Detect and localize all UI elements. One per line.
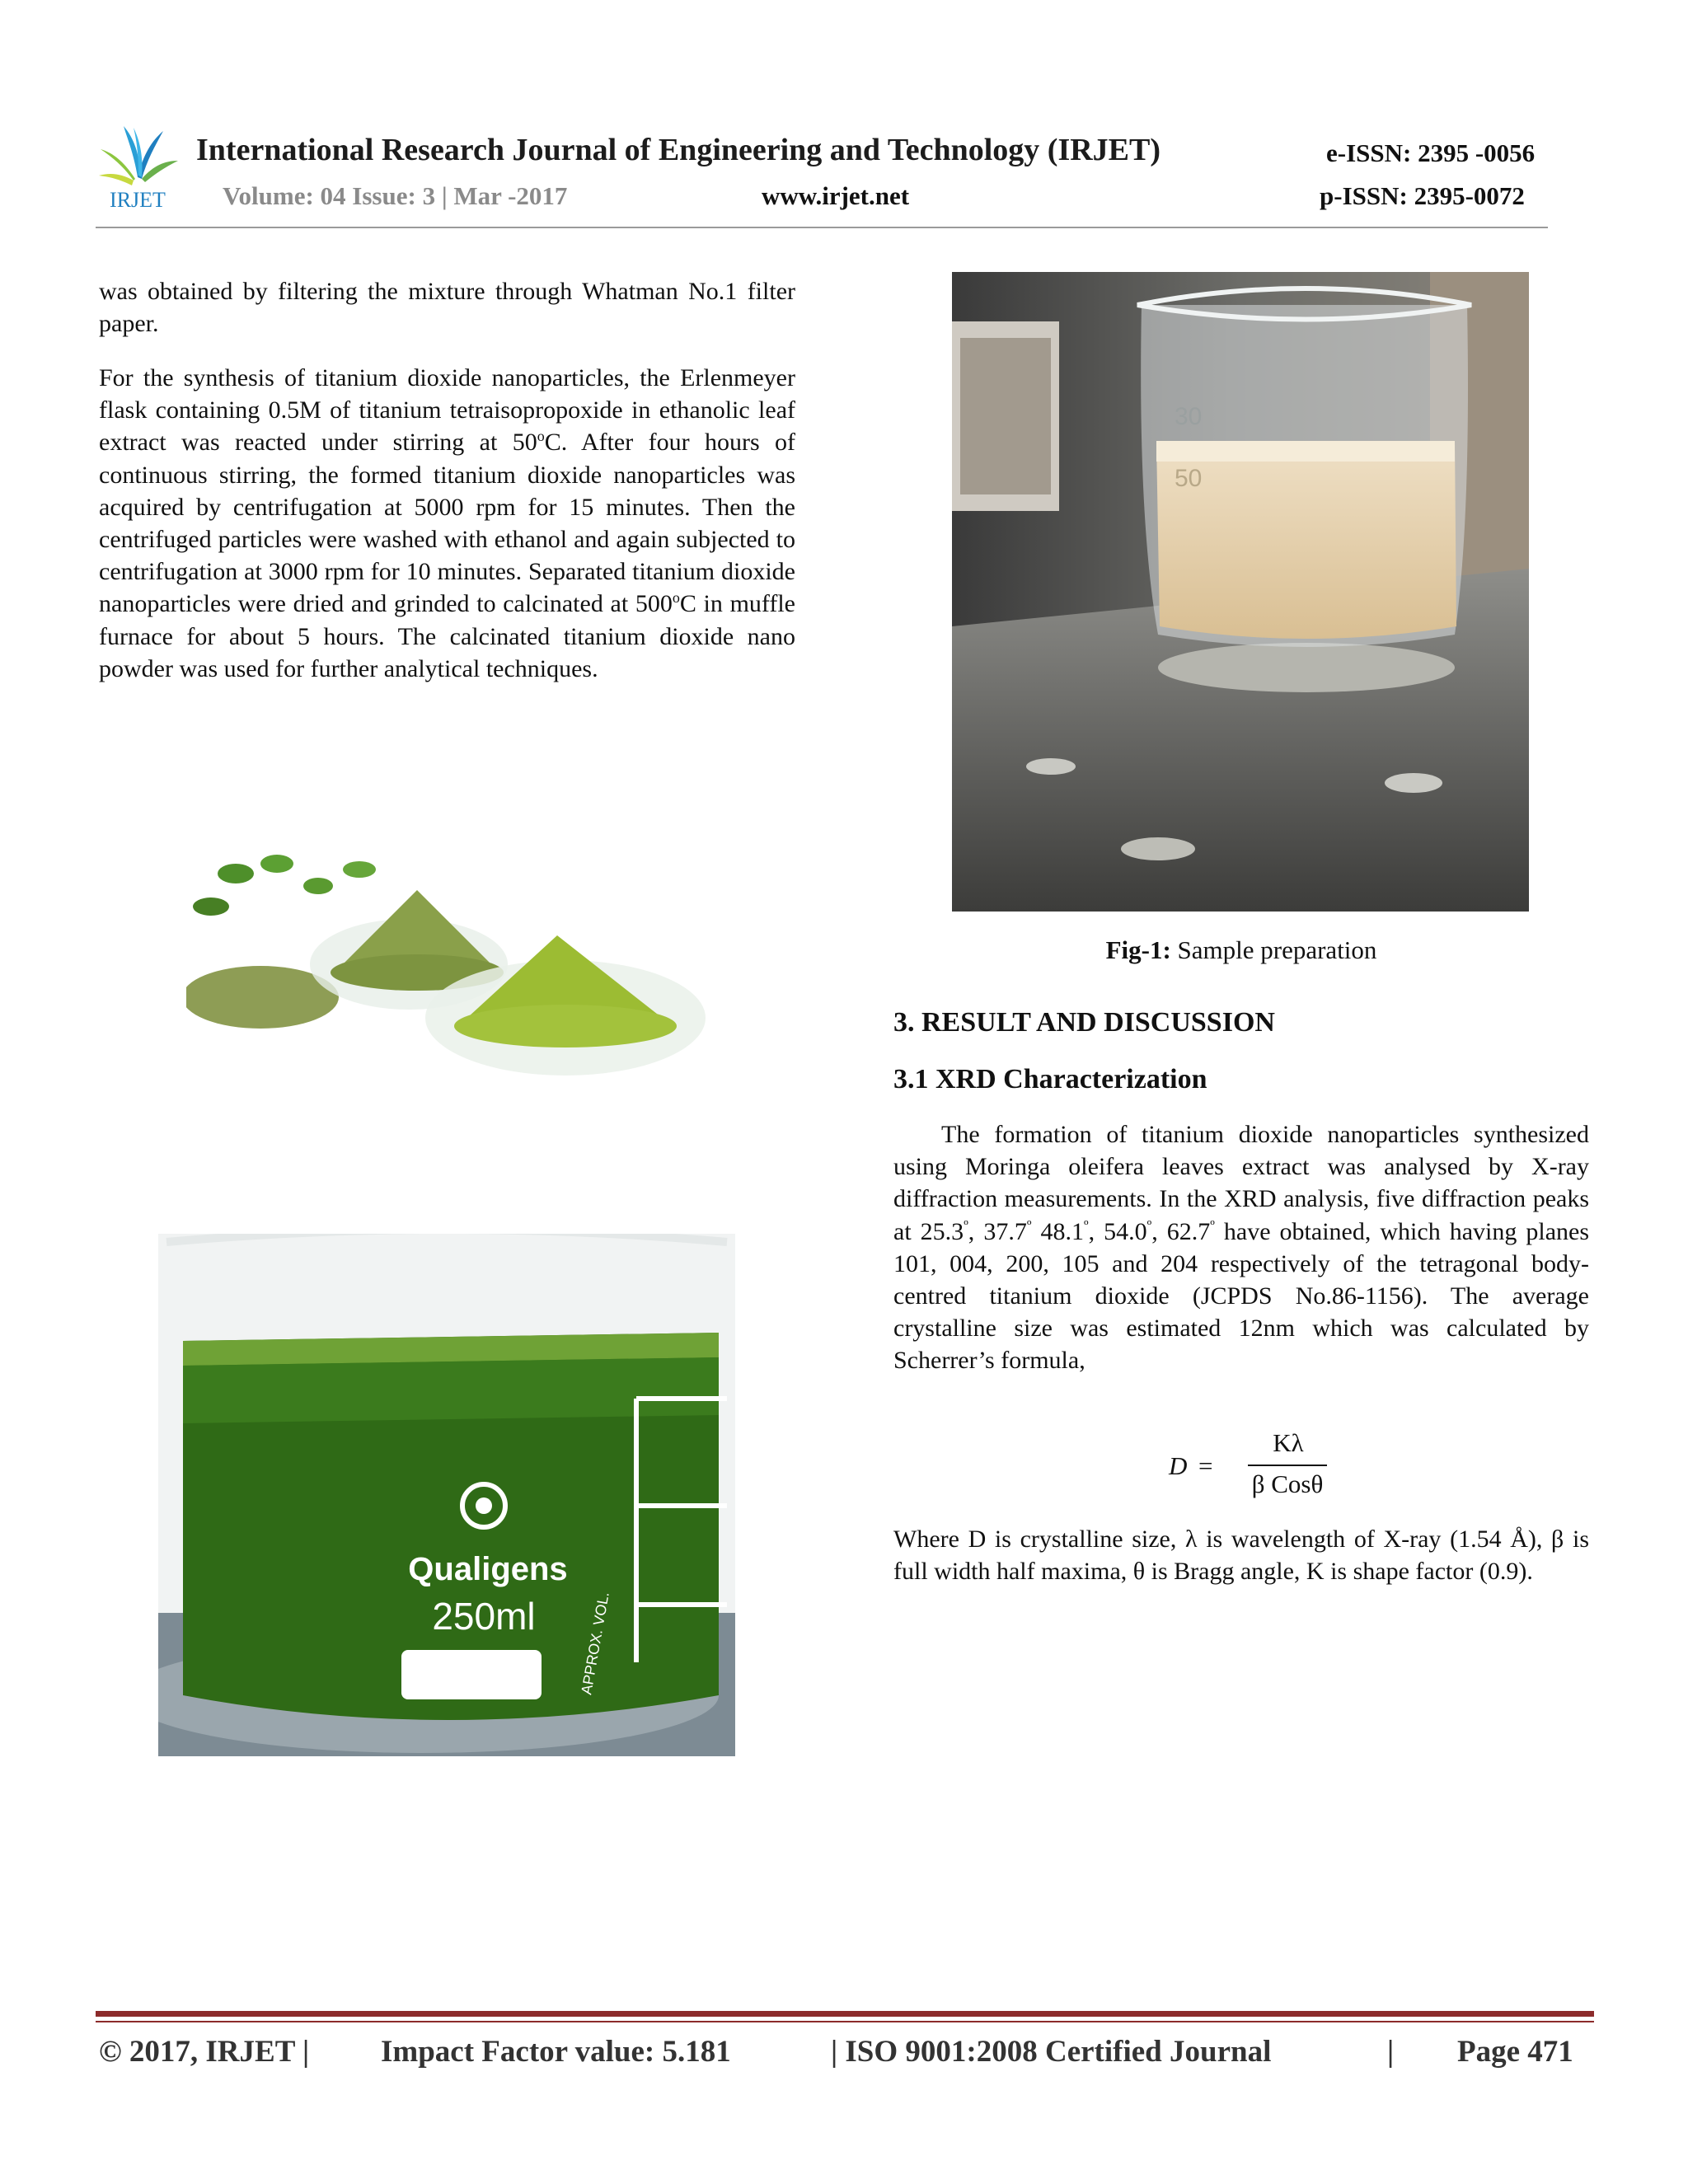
figure-caption: Fig-1: Sample preparation xyxy=(1105,935,1377,964)
photo-beaker-tio2-suspension xyxy=(952,272,1529,912)
paragraph-filtering: was obtained by filtering the mixture through Whatman No.1 filter paper. xyxy=(99,278,795,338)
photo-green-leaf-extract-beaker xyxy=(158,1234,735,1756)
footer-impact-factor: Impact Factor value: 5.181 xyxy=(381,2035,731,2069)
equation-denominator: β Cosθ xyxy=(1251,1469,1324,1498)
equation-lhs: D xyxy=(1169,1451,1188,1480)
beaker-mark-30: 30 xyxy=(1175,403,1203,430)
pissn: p-ISSN: 2395-0072 xyxy=(1320,181,1525,210)
paragraph-variables: Where D is crystalline size, λ is wavelength of X-ray (1.54 Å), β is full width half maxima, θ is Bragg angle, K is shape factor (0.9). xyxy=(893,1526,1589,1586)
subsection-title: 3.1 XRD Characterization xyxy=(893,1064,1207,1094)
equation-equals: = xyxy=(1198,1451,1213,1480)
journal-title: International Research Journal of Engineering and Technology (IRJET) xyxy=(196,133,1161,167)
journal-website[interactable]: www.irjet.net xyxy=(762,181,910,210)
footer-separator: | xyxy=(1387,2035,1395,2069)
footer-divider-thin xyxy=(96,2021,1594,2022)
beaker-volume: 250ml xyxy=(432,1595,536,1638)
paragraph-xrd: The formation of titanium dioxide nanoparticles synthesized using Moringa oleifera leaves extract was analysed by X-ray diffraction measurements. In the XRD analysis, five diffraction peaks at $25.3^º$, $37.7^º$ $48.1^º$, $54.0^º$, $62.7^º$ have obtained, which having planes 101, 004, 200, 105 and 204 respectively of the tetragonal body-centred titanium dioxide (JCPDS No.86-1156). The average crystalline size was estimated 12nm which was calculated by Scherrer’s formula, xyxy=(893,1121,1590,1375)
scherrer-equation xyxy=(1169,1428,1324,1504)
journal-logo xyxy=(92,120,183,210)
section-title: 3. RESULT AND DISCUSSION xyxy=(893,1007,1275,1038)
header-divider xyxy=(96,227,1548,228)
footer-divider xyxy=(96,2011,1594,2017)
volume-issue: Volume: 04 Issue: 3 | Mar -2017 xyxy=(223,181,568,210)
beaker-brand: Qualigens xyxy=(408,1551,568,1587)
footer-page-number: Page 471 xyxy=(1457,2035,1573,2069)
paragraph-synthesis: For the synthesis of titanium dioxide nanoparticles, the Erlenmeyer flask containing 0.5M of titanium tetraisopropoxide in ethanolic leaf extract was reacted under stirring at 50$^o$C. After four hours of continuous stirring, the formed titanium dioxide nanoparticles was acquired by centrifugation at 5000 rpm for 15 minutes. Then the centrifuged particles were washed with ethanol and again subjected to centrifugation at 3000 rpm for 10 minutes. Separated titanium dioxide nanoparticles were dried and grinded to calcinated at 500$^o$C in muffle furnace for about 5 hours. The calcinated titanium dioxide nano powder was used for further analytical techniques. xyxy=(99,364,795,682)
beaker-approx-vol: APPROX. VOL. xyxy=(578,1591,612,1696)
equation-numerator: Kλ xyxy=(1273,1428,1304,1457)
footer-copyright: © 2017, IRJET | xyxy=(99,2035,310,2069)
fraction-bar xyxy=(1248,1465,1327,1466)
logo-text: IRJET xyxy=(110,188,166,210)
eissn: e-ISSN: 2395 -0056 xyxy=(1326,138,1536,167)
beaker-mark-50: 50 xyxy=(1175,465,1203,492)
footer-iso: | ISO 9001:2008 Certified Journal xyxy=(831,2035,1272,2069)
photo-moringa-leaf-powder xyxy=(186,841,707,1088)
